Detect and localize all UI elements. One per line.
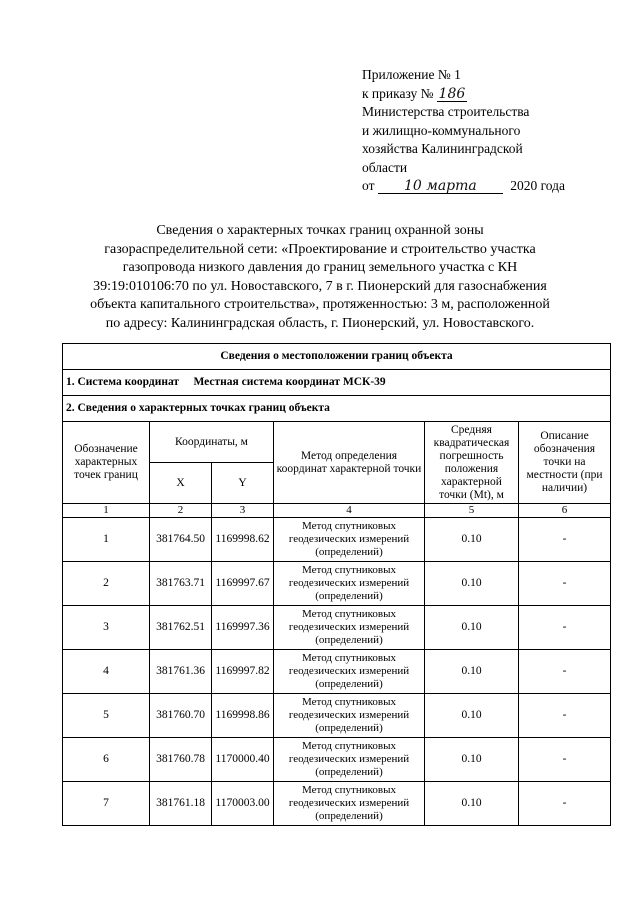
ministry-line: области xyxy=(362,159,408,175)
error-cell: 0.10 xyxy=(425,782,519,826)
coord-system-label: 1. Система координат xyxy=(66,376,180,388)
y-coordinate-cell: 1169998.86 xyxy=(212,694,274,738)
title-line: газораспределительной сети: «Проектирование и строительство участка xyxy=(104,241,536,257)
table-row xyxy=(63,738,611,782)
ministry-line: Министерства строительства xyxy=(362,104,530,119)
y-coordinate-cell: 1170000.40 xyxy=(212,738,274,782)
point-id-cell: 4 xyxy=(63,650,150,694)
x-coordinate-cell: 381761.36 xyxy=(150,650,212,694)
header-y: Y xyxy=(212,463,274,504)
point-id-cell: 3 xyxy=(63,606,150,650)
error-cell: 0.10 xyxy=(425,694,519,738)
column-number: 2 xyxy=(150,504,212,518)
description-cell: - xyxy=(519,518,611,562)
title-line: объекта капитального строительства», протяженностью: 3 м, расположенной xyxy=(90,297,550,312)
header-x: X xyxy=(150,463,212,504)
column-number: 5 xyxy=(425,504,519,518)
column-numbers-row xyxy=(63,504,611,518)
appendix-block xyxy=(362,66,622,196)
point-id-cell: 1 xyxy=(63,518,150,562)
error-cell: 0.10 xyxy=(425,562,519,606)
description-cell: - xyxy=(519,650,611,694)
x-coordinate-cell: 381762.51 xyxy=(150,606,212,650)
description-cell: - xyxy=(519,562,611,606)
appendix-line: Приложение № 1 xyxy=(362,67,461,82)
y-coordinate-cell: 1169997.36 xyxy=(212,606,274,650)
title-line: по адресу: Калининградская область, г. Пионерский, ул. Новоставского. xyxy=(105,315,535,331)
point-id-cell: 5 xyxy=(63,694,150,738)
title-line: Сведения о характерных точках границ охранной зоны xyxy=(156,223,484,238)
document-title xyxy=(60,222,580,333)
title-line: газопровода низкого давления до границ земельного участка с КН xyxy=(122,260,518,275)
date-prefix: от xyxy=(362,178,375,193)
table-row xyxy=(63,518,611,562)
coord-system-value: Местная система координат МСК-39 xyxy=(193,376,386,388)
table-row xyxy=(63,650,611,694)
order-number-handwritten: 186 xyxy=(438,85,466,102)
method-cell: Метод спутниковых геодезических измерений (определений) xyxy=(274,606,425,650)
column-number: 1 xyxy=(63,504,150,518)
y-coordinate-cell: 1169997.67 xyxy=(212,562,274,606)
description-cell: - xyxy=(519,694,611,738)
point-id-cell: 6 xyxy=(63,738,150,782)
date-line xyxy=(362,177,622,196)
y-coordinate-cell: 1169998.62 xyxy=(212,518,274,562)
method-cell: Метод спутниковых геодезических измерений (определений) xyxy=(274,562,425,606)
y-coordinate-cell: 1169997.82 xyxy=(212,650,274,694)
x-coordinate-cell: 381764.50 xyxy=(150,518,212,562)
x-coordinate-cell: 381761.18 xyxy=(150,782,212,826)
order-line xyxy=(362,85,622,104)
table-row xyxy=(63,562,611,606)
method-cell: Метод спутниковых геодезических измерений (определений) xyxy=(274,738,425,782)
header-error: Средняя квадратическая погрешность положения характерной точки (Mt), м xyxy=(425,422,519,504)
method-cell: Метод спутниковых геодезических измерений (определений) xyxy=(274,518,425,562)
description-cell: - xyxy=(519,606,611,650)
description-cell: - xyxy=(519,738,611,782)
error-cell: 0.10 xyxy=(425,518,519,562)
table-row xyxy=(63,606,611,650)
point-id-cell: 7 xyxy=(63,782,150,826)
x-coordinate-cell: 381760.78 xyxy=(150,738,212,782)
title-line: 39:19:010106:70 по ул. Новоставского, 7 в г. Пионерский для газоснабжения xyxy=(93,278,547,294)
error-cell: 0.10 xyxy=(425,606,519,650)
column-number: 3 xyxy=(212,504,274,518)
error-cell: 0.10 xyxy=(425,650,519,694)
column-number: 4 xyxy=(274,504,425,518)
header-method: Метод определения координат характерной точки xyxy=(274,422,425,504)
column-number: 6 xyxy=(519,504,611,518)
table-row xyxy=(63,782,611,826)
section-location-header: Сведения о местоположении границ объекта xyxy=(63,344,611,370)
method-cell: Метод спутниковых геодезических измерений (определений) xyxy=(274,694,425,738)
date-handwritten: 10 марта xyxy=(378,179,503,194)
method-cell: Метод спутниковых геодезических измерений (определений) xyxy=(274,782,425,826)
x-coordinate-cell: 381760.70 xyxy=(150,694,212,738)
points-section-header: 2. Сведения о характерных точках границ объекта xyxy=(63,396,611,422)
table-row xyxy=(63,694,611,738)
ministry-line: хозяйства Калининградской xyxy=(362,141,523,156)
header-designation: Обозначение характерных точек границ xyxy=(63,422,150,504)
x-coordinate-cell: 381763.71 xyxy=(150,562,212,606)
point-id-cell: 2 xyxy=(63,562,150,606)
method-cell: Метод спутниковых геодезических измерений (определений) xyxy=(274,650,425,694)
coord-system-row xyxy=(63,370,611,396)
date-suffix: 2020 года xyxy=(510,178,566,193)
ministry-line: и жилищно-коммунального xyxy=(362,122,521,138)
y-coordinate-cell: 1170003.00 xyxy=(212,782,274,826)
error-cell: 0.10 xyxy=(425,738,519,782)
description-cell: - xyxy=(519,782,611,826)
boundary-points-table xyxy=(62,343,611,826)
order-prefix: к приказу № xyxy=(362,85,434,101)
header-coords: Координаты, м xyxy=(150,422,274,463)
header-description: Описание обозначения точки на местности (при наличии) xyxy=(519,422,611,504)
